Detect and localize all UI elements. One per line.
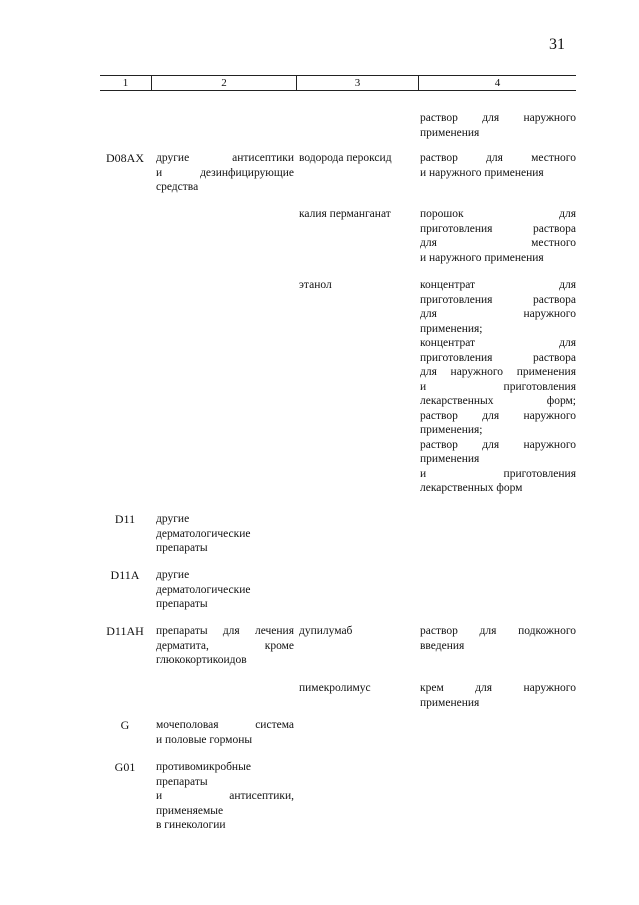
atc-code: D11 bbox=[114, 512, 136, 526]
desc-line: другие bbox=[156, 569, 190, 581]
group-description bbox=[156, 151, 294, 195]
group-description bbox=[156, 760, 294, 833]
desc-line: и половые гормоны bbox=[156, 733, 253, 746]
substance-name: водорода пероксид bbox=[299, 152, 392, 164]
dosage-form bbox=[420, 278, 576, 496]
form-line: порошок для bbox=[420, 208, 576, 220]
desc-line: препараты bbox=[156, 775, 208, 788]
form-line: лекарственных форм bbox=[420, 482, 523, 494]
header-col-2: 2 bbox=[151, 76, 296, 90]
atc-code: G bbox=[120, 718, 130, 732]
desc-line: применяемые bbox=[156, 804, 224, 817]
form-line: применения; bbox=[420, 322, 483, 335]
form-line: для местного bbox=[420, 237, 576, 249]
desc-line: в гинекологии bbox=[156, 819, 226, 831]
desc-line: средства bbox=[156, 181, 199, 193]
atc-code: G01 bbox=[114, 760, 136, 774]
desc-line: дерматита, кроме bbox=[156, 639, 294, 652]
form-line: крем для наружного bbox=[420, 682, 576, 694]
dosage-form bbox=[420, 151, 576, 180]
form-line: лекарственных форм; bbox=[420, 395, 576, 407]
desc-line: противомикробные bbox=[156, 761, 251, 773]
group-description bbox=[156, 568, 294, 612]
form-line: применения bbox=[420, 453, 480, 465]
form-line: применения; bbox=[420, 424, 483, 436]
form-line: и наружного применения bbox=[420, 251, 544, 264]
atc-code: D08AX bbox=[106, 151, 144, 165]
dosage-form bbox=[420, 111, 576, 140]
form-line: приготовления раствора bbox=[420, 293, 576, 306]
form-line: и приготовления bbox=[420, 380, 576, 393]
dosage-form bbox=[420, 207, 576, 265]
desc-line: мочеполовая система bbox=[156, 719, 294, 731]
group-description bbox=[156, 624, 294, 668]
form-line: раствор для наружного bbox=[420, 409, 576, 422]
atc-code: D11AH bbox=[106, 624, 144, 638]
form-line: введения bbox=[420, 639, 465, 652]
desc-line: и антисептики, bbox=[156, 790, 294, 802]
form-line: раствор для подкожного bbox=[420, 625, 576, 637]
desc-line: препараты для лечения bbox=[156, 625, 294, 637]
form-line: приготовления раствора bbox=[420, 351, 576, 364]
form-line: концентрат для bbox=[420, 279, 576, 291]
form-line: концентрат для bbox=[420, 337, 576, 349]
desc-line: другие bbox=[156, 513, 190, 525]
desc-line: препараты bbox=[156, 542, 208, 554]
desc-line: дерматологические bbox=[156, 583, 251, 596]
dosage-form bbox=[420, 624, 576, 653]
atc-code: D11A bbox=[110, 568, 140, 582]
form-line: и приготовления bbox=[420, 467, 576, 480]
desc-line: препараты bbox=[156, 598, 208, 610]
dosage-form bbox=[420, 681, 576, 710]
form-line: раствор для наружного bbox=[420, 112, 576, 124]
group-description bbox=[156, 512, 294, 556]
substance-name: дупилумаб bbox=[299, 625, 353, 637]
header-col-4: 4 bbox=[418, 76, 576, 90]
header-col-3: 3 bbox=[296, 76, 418, 90]
desc-line: дерматологические bbox=[156, 527, 251, 540]
form-line: раствор для наружного bbox=[420, 438, 576, 451]
form-line: применения bbox=[420, 126, 480, 139]
form-line: и наружного применения bbox=[420, 166, 544, 179]
desc-line: и дезинфицирующие bbox=[156, 166, 294, 179]
form-line: приготовления раствора bbox=[420, 222, 576, 235]
form-line: раствор для местного bbox=[420, 152, 576, 164]
desc-line: другие антисептики bbox=[156, 152, 294, 164]
header-col-1: 1 bbox=[122, 77, 129, 89]
table-header bbox=[100, 75, 576, 91]
form-line: для наружного применения bbox=[420, 366, 576, 378]
form-line: применения bbox=[420, 696, 480, 709]
form-line: для наружного bbox=[420, 308, 576, 320]
desc-line: глюкокортикоидов bbox=[156, 654, 247, 666]
substance-name: пимекролимус bbox=[299, 682, 371, 694]
substance-name: калия перманганат bbox=[299, 208, 391, 220]
page-number: 31 bbox=[549, 36, 565, 53]
substance-name: этанол bbox=[299, 279, 332, 291]
group-description bbox=[156, 718, 294, 747]
